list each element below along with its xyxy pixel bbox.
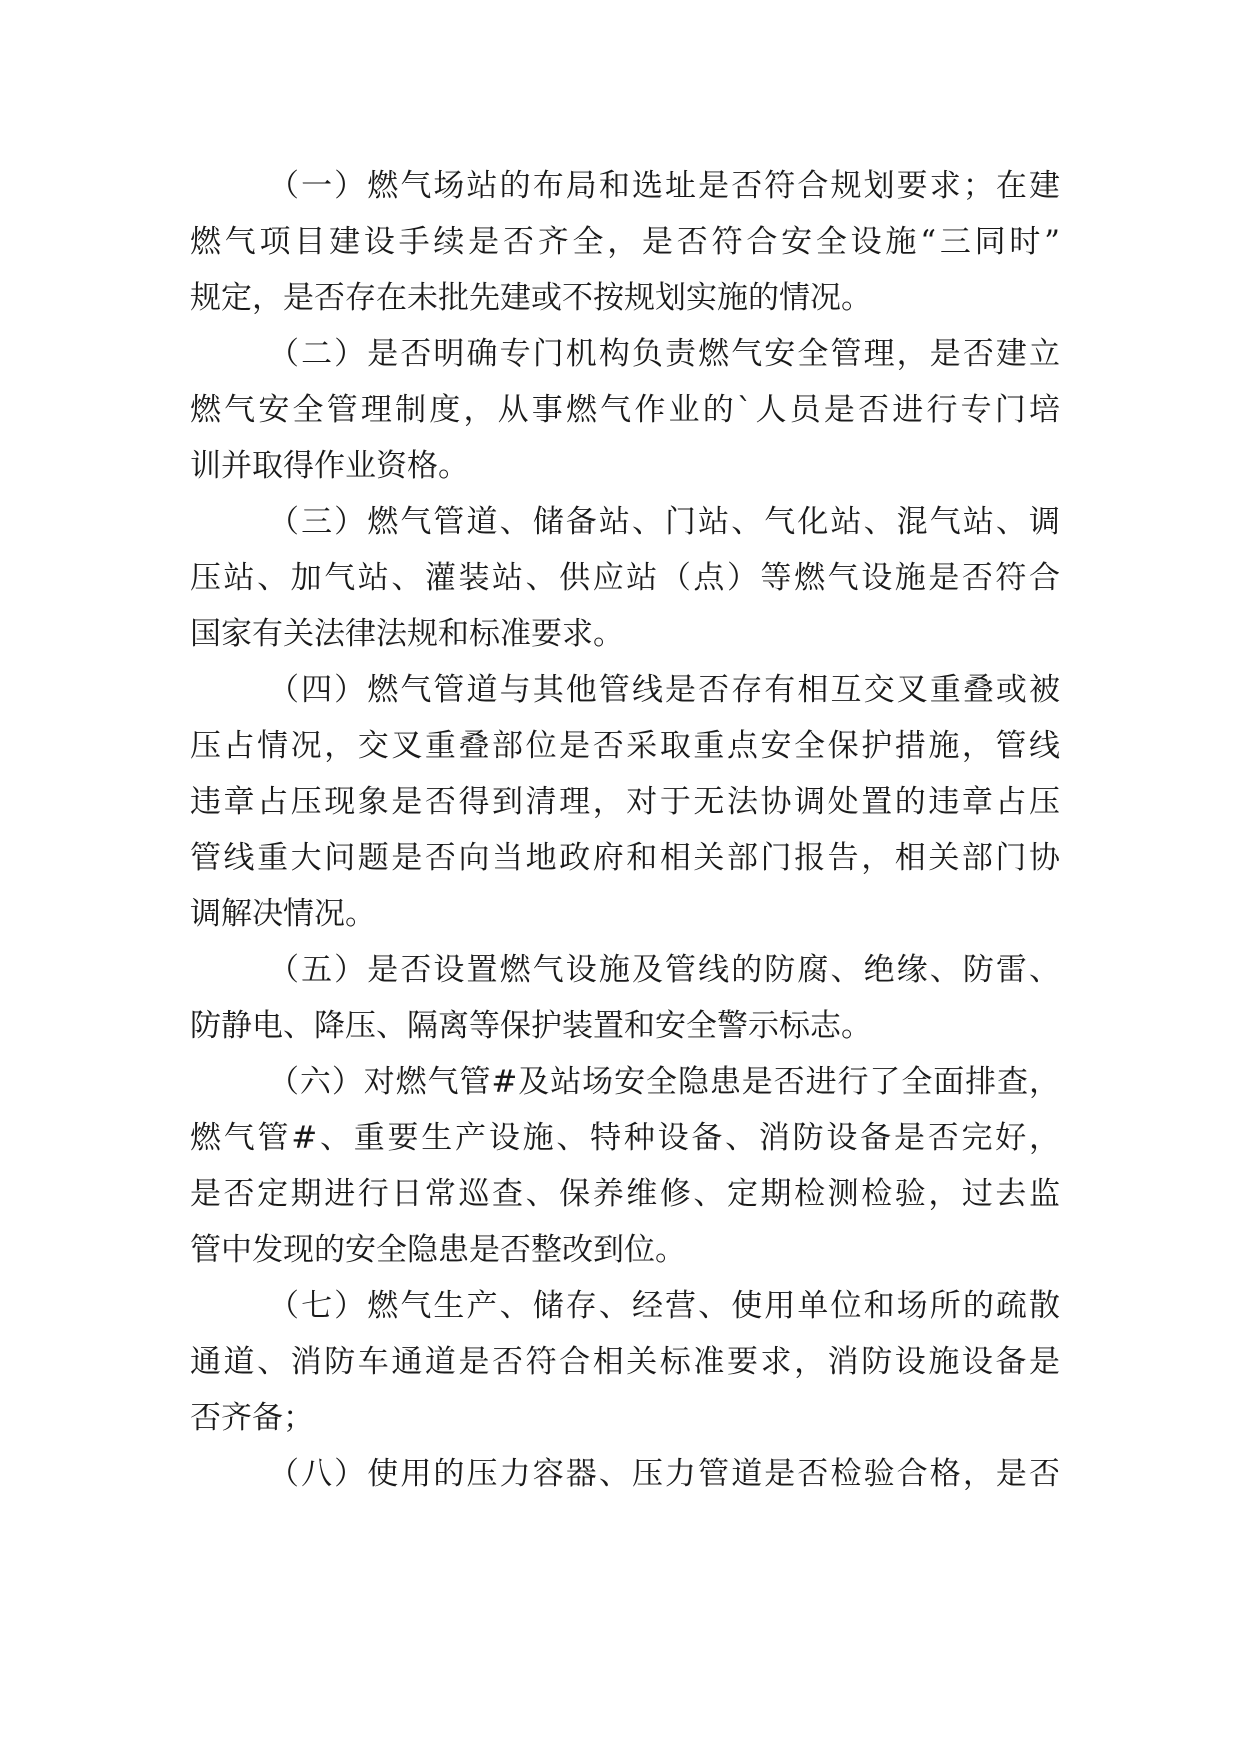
paragraph-line: 防静电、降压、隔离等保护装置和安全警示标志。 bbox=[190, 1008, 872, 1044]
paragraph-line: 管线重大问题是否向当地政府和相关部门报告，相关部门协 bbox=[190, 840, 1060, 876]
paragraph-line: （八）使用的压力容器、压力管道是否检验合格，是否 bbox=[268, 1456, 1060, 1492]
paragraph-line: （二）是否明确专门机构负责燃气安全管理，是否建立 bbox=[268, 336, 1060, 372]
paragraph-line: （五）是否设置燃气设施及管线的防腐、绝缘、防雷、 bbox=[268, 952, 1060, 988]
paragraph-line: （四）燃气管道与其他管线是否存有相互交叉重叠或被 bbox=[268, 672, 1060, 708]
paragraph-3 bbox=[190, 494, 1060, 662]
paragraph-line: （六）对燃气管#及站场安全隐患是否进行了全面排查， bbox=[268, 1064, 1060, 1100]
paragraph-line: 燃气项目建设手续是否齐全，是否符合安全设施“三同时” bbox=[190, 224, 1060, 260]
paragraph-line: 管中发现的安全隐患是否整改到位。 bbox=[190, 1232, 686, 1268]
paragraph-line: 压占情况，交叉重叠部位是否采取重点安全保护措施，管线 bbox=[190, 728, 1060, 764]
paragraph-1 bbox=[190, 158, 1060, 326]
paragraph-5 bbox=[190, 942, 1060, 1054]
paragraph-line: 调解决情况。 bbox=[190, 896, 376, 932]
paragraph-line: 训并取得作业资格。 bbox=[190, 448, 469, 484]
paragraph-line: （一）燃气场站的布局和选址是否符合规划要求；在建 bbox=[268, 168, 1060, 204]
paragraph-6 bbox=[190, 1054, 1060, 1278]
paragraph-line: （三）燃气管道、储备站、门站、气化站、混气站、调 bbox=[268, 504, 1060, 540]
paragraph-7 bbox=[190, 1278, 1060, 1446]
paragraph-line: 压站、加气站、灌装站、供应站（点）等燃气设施是否符合 bbox=[190, 560, 1060, 596]
paragraph-line: 燃气管#、重要生产设施、特种设备、消防设备是否完好， bbox=[190, 1120, 1060, 1156]
document-body bbox=[190, 158, 1060, 1502]
paragraph-line: （七）燃气生产、储存、经营、使用单位和场所的疏散 bbox=[268, 1288, 1060, 1324]
paragraph-line: 燃气安全管理制度，从事燃气作业的`人员是否进行专门培 bbox=[190, 392, 1060, 428]
paragraph-4 bbox=[190, 662, 1060, 942]
paragraph-8 bbox=[190, 1446, 1060, 1502]
paragraph-line: 违章占压现象是否得到清理，对于无法协调处置的违章占压 bbox=[190, 784, 1060, 820]
paragraph-line: 国家有关法律法规和标准要求。 bbox=[190, 616, 624, 652]
paragraph-line: 规定，是否存在未批先建或不按规划实施的情况。 bbox=[190, 280, 872, 316]
paragraph-2 bbox=[190, 326, 1060, 494]
paragraph-line: 否齐备； bbox=[190, 1400, 314, 1436]
paragraph-line: 是否定期进行日常巡查、保养维修、定期检测检验，过去监 bbox=[190, 1176, 1060, 1212]
paragraph-line: 通道、消防车通道是否符合相关标准要求，消防设施设备是 bbox=[190, 1344, 1060, 1380]
